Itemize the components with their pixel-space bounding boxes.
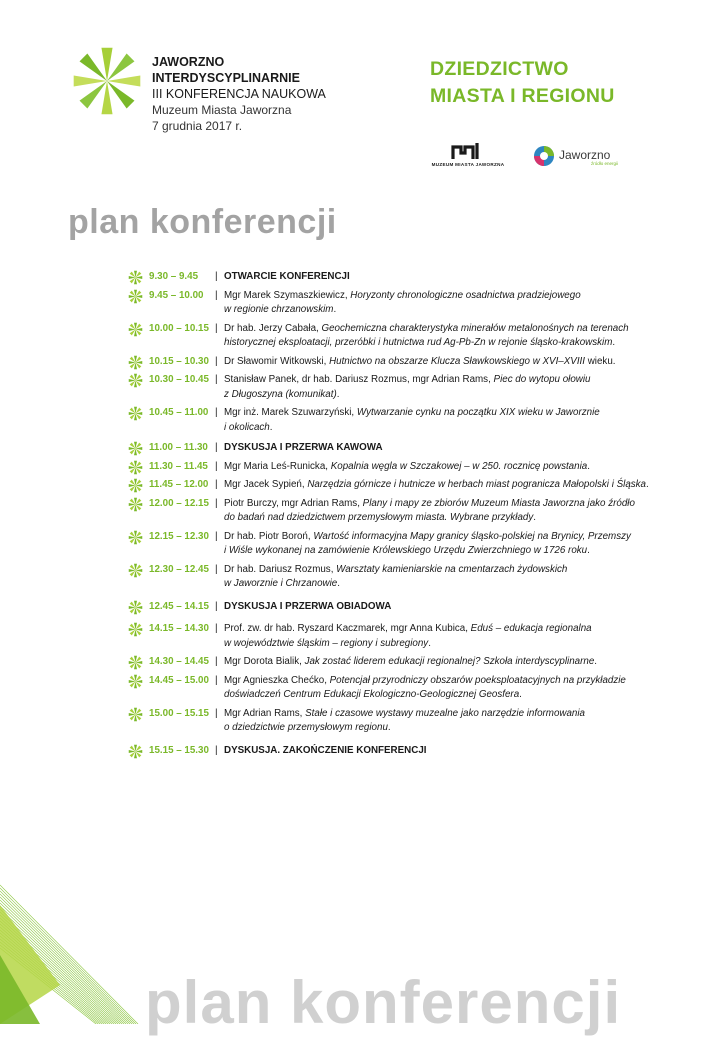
schedule-description	[224, 460, 688, 475]
schedule-description-continued	[224, 336, 688, 351]
bullet-flower-icon	[128, 460, 143, 475]
schedule-row	[149, 600, 688, 615]
session-heading: DYSKUSJA. ZAKOŃCZENIE KONFERENCJI	[224, 744, 427, 756]
schedule-row-continued	[149, 336, 688, 351]
schedule-separator-spacer	[215, 388, 224, 403]
schedule-row	[149, 355, 688, 370]
schedule-description	[224, 655, 688, 670]
city-logo-word: Jaworzno	[559, 148, 611, 162]
schedule-description-continued	[224, 388, 688, 403]
talk-title: Eduś – edukacja regionalna	[470, 623, 592, 634]
talk-title-continued: w regionie chrzanowskim	[224, 304, 334, 315]
schedule-description-continued	[224, 577, 688, 592]
schedule-separator-spacer	[215, 511, 224, 526]
schedule-row	[149, 406, 688, 421]
talk-title-continued: do badań nad dziedzictwem przemysłowym miasta. Wybrane przykłady	[224, 512, 534, 523]
bullet-flower-icon	[128, 478, 143, 493]
schedule-row	[149, 322, 688, 337]
schedule-separator: |	[215, 289, 218, 301]
talk-tail: .	[594, 656, 598, 667]
talk-title: Geochemiczna charakterystyka minerałów metalonośnych na terenach	[321, 322, 629, 334]
schedule-item	[128, 478, 688, 493]
schedule-item	[128, 744, 688, 759]
schedule-item	[128, 674, 688, 703]
conference-logo-icon	[70, 44, 144, 118]
schedule-time-spacer	[149, 577, 215, 592]
speaker-text: Prof. zw. dr hab. Ryszard Kaczmarek, mgr Anna Kubica,	[224, 623, 471, 634]
talk-tail: .	[337, 578, 340, 589]
schedule-time-spacer	[149, 637, 215, 652]
talk-title: Plany i mapy ze zbiorów Muzeum Miasta Jaworzna jako źródło	[362, 497, 635, 509]
schedule-row	[149, 655, 688, 670]
schedule-description	[224, 674, 688, 689]
bullet-flower-icon	[128, 406, 143, 421]
schedule-time: 9.30 – 9.45	[149, 271, 199, 282]
schedule-item	[128, 322, 688, 351]
schedule-description	[224, 600, 688, 615]
schedule-time: 12.00 – 12.15	[149, 497, 209, 509]
bullet-flower-icon	[128, 563, 143, 578]
museum-logo	[428, 141, 508, 167]
speaker-text: Mgr inż. Marek Szuwarzyński,	[224, 407, 357, 418]
bullet-flower-icon	[128, 355, 143, 370]
schedule-description-continued	[224, 544, 688, 559]
schedule-description	[224, 270, 688, 285]
schedule-row-continued	[149, 688, 688, 703]
schedule-item	[128, 622, 688, 651]
schedule-description	[224, 707, 688, 722]
talk-tail: .	[533, 512, 537, 523]
schedule-row-continued	[149, 637, 688, 652]
talk-title: Warsztaty kamieniarskie na cmentarzach żydowskich	[336, 563, 568, 575]
schedule-item	[128, 655, 688, 670]
bullet-flower-icon	[128, 744, 143, 759]
schedule-row	[149, 530, 688, 545]
schedule-row	[149, 460, 688, 475]
schedule-time-spacer	[149, 303, 215, 318]
header-venue: Muzeum Miasta Jaworzna	[152, 103, 292, 117]
schedule-row	[149, 478, 688, 493]
speaker-text: Mgr Jacek Sypień,	[224, 479, 308, 490]
talk-title: Piec do wytopu ołowiu	[493, 374, 591, 385]
schedule-separator: |	[215, 271, 218, 282]
speaker-text: Mgr Adrian Rams,	[224, 707, 306, 719]
schedule-description	[224, 289, 688, 304]
schedule-row	[149, 441, 688, 456]
schedule-description	[224, 406, 688, 421]
schedule-time: 14.15 – 14.30	[149, 623, 209, 634]
schedule-separator-spacer	[215, 544, 224, 559]
schedule-item	[128, 355, 688, 370]
bullet-flower-icon	[128, 707, 143, 722]
bullet-flower-icon	[128, 270, 143, 285]
bullet-flower-icon	[128, 373, 143, 388]
schedule-description	[224, 622, 688, 637]
schedule-item	[128, 530, 688, 559]
schedule-separator: |	[215, 355, 218, 367]
session-heading: DYSKUSJA I PRZERWA KAWOWA	[224, 442, 383, 453]
schedule-row	[149, 622, 688, 637]
schedule-separator: |	[215, 479, 218, 490]
schedule-separator: |	[215, 497, 218, 509]
talk-tail: .	[587, 460, 590, 472]
schedule-separator-spacer	[215, 336, 224, 351]
schedule-row	[149, 270, 688, 285]
schedule-description	[224, 441, 688, 456]
header-interdisciplinary: INTERDYSCYPLINARNIE	[152, 71, 300, 85]
bullet-flower-icon	[128, 441, 143, 456]
talk-title-continued: w województwie śląskim – regiony i subregiony	[224, 637, 429, 649]
talk-title-continued: w Jaworznie i Chrzanowie	[224, 578, 338, 589]
talk-title: Horyzonty chronologiczne osadnictwa pradziejowego	[350, 289, 581, 301]
schedule-time: 10.15 – 10.30	[149, 355, 209, 367]
bullet-flower-icon	[128, 497, 143, 512]
talk-title: Hutnictwo na obszarze Klucza Sławkowskiego w XVI–XVIII	[329, 355, 585, 367]
schedule-description	[224, 744, 688, 759]
speaker-text: Mgr Dorota Bialik,	[224, 656, 305, 667]
schedule-time: 15.00 – 15.15	[149, 707, 209, 719]
talk-title: Stałe i czasowe wystawy muzealne jako narzędzie informowania	[305, 707, 586, 719]
header-date: 7 grudnia 2017 r.	[152, 119, 243, 133]
schedule-separator-spacer	[215, 421, 224, 436]
talk-tail: .	[519, 689, 522, 700]
theme-line-2: MIASTA I REGIONU	[430, 85, 615, 107]
decorative-lines-icon	[0, 865, 140, 1024]
schedule-time: 11.45 – 12.00	[149, 479, 209, 490]
speaker-text: Mgr Maria Leś-Runicka,	[224, 460, 331, 472]
talk-title: Kopalnia węgla w Szczakowej – w 250. rocznicę powstania	[330, 460, 588, 472]
speaker-text: Mgr Marek Szymaszkiewicz,	[224, 289, 351, 301]
talk-tail: .	[269, 421, 273, 433]
schedule-item	[128, 563, 688, 592]
conference-theme	[430, 56, 615, 110]
talk-tail: wieku.	[585, 355, 616, 367]
schedule-separator: |	[215, 744, 218, 756]
schedule-description-continued	[224, 637, 688, 652]
schedule-separator: |	[215, 563, 218, 575]
bullet-flower-icon	[128, 530, 143, 545]
schedule-separator: |	[215, 656, 218, 667]
schedule-separator: |	[215, 442, 218, 453]
schedule-item	[128, 441, 688, 456]
schedule-item	[128, 460, 688, 475]
talk-tail: .	[612, 337, 616, 348]
speaker-text: Dr hab. Dariusz Rozmus,	[224, 563, 337, 575]
talk-title: Potencjał przyrodniczy obszarów poeksploatacyjnych na przykładzie	[329, 674, 626, 686]
talk-tail: .	[428, 637, 431, 649]
bullet-flower-icon	[128, 655, 143, 670]
schedule-time: 12.30 – 12.45	[149, 563, 209, 575]
schedule-time: 10.45 – 11.00	[149, 407, 209, 418]
schedule-time-spacer	[149, 388, 215, 403]
schedule-time: 10.30 – 10.45	[149, 374, 209, 385]
speaker-text: Mgr Agnieszka Chećko,	[224, 674, 330, 686]
schedule-item	[128, 600, 688, 615]
schedule-row-continued	[149, 303, 688, 318]
speaker-text: Dr Sławomir Witkowski,	[224, 355, 330, 367]
speaker-text: Stanisław Panek, dr hab. Dariusz Rozmus, mgr Adrian Rams,	[224, 374, 494, 385]
talk-tail: .	[387, 722, 391, 733]
schedule-description	[224, 355, 688, 370]
schedule-row	[149, 373, 688, 388]
schedule-row	[149, 744, 688, 759]
talk-title: Narzędzia górnicze i hutnicze w herbach miast pogranicza Małopolski i Śląska	[307, 479, 647, 490]
schedule-separator: |	[215, 530, 218, 542]
talk-title-continued: i okolicach	[224, 421, 270, 433]
schedule-row-continued	[149, 421, 688, 436]
schedule-item	[128, 497, 688, 526]
header-conference: III KONFERENCJA NAUKOWA	[152, 87, 326, 101]
schedule-description-continued	[224, 421, 688, 436]
schedule-row-continued	[149, 577, 688, 592]
museum-mark-icon	[451, 141, 485, 161]
schedule-separator-spacer	[215, 577, 224, 592]
schedule-description	[224, 322, 688, 337]
schedule-time: 12.45 – 14.15	[149, 600, 209, 612]
bullet-flower-icon	[128, 322, 143, 337]
schedule-time-spacer	[149, 336, 215, 351]
speaker-text: Dr hab. Jerzy Cabała,	[224, 322, 322, 334]
talk-tail: .	[587, 545, 590, 556]
schedule-row	[149, 497, 688, 512]
schedule-separator: |	[215, 674, 218, 686]
schedule-time: 15.15 – 15.30	[149, 744, 209, 756]
schedule-time-spacer	[149, 421, 215, 436]
schedule-time: 12.15 – 12.30	[149, 530, 209, 542]
schedule-time: 11.00 – 11.30	[149, 442, 208, 453]
schedule-row-continued	[149, 544, 688, 559]
schedule-time: 9.45 – 10.00	[149, 289, 204, 301]
schedule-item	[128, 373, 688, 402]
bullet-flower-icon	[128, 600, 143, 615]
schedule-description-continued	[224, 511, 688, 526]
talk-title-continued: doświadczeń Centrum Edukacji Ekologiczno-Geologicznej Geosfera	[224, 689, 520, 700]
schedule-description	[224, 530, 688, 545]
schedule-separator: |	[215, 407, 218, 418]
talk-title: Wartość informacyjna Mapy granicy śląsko-polskiej na Brynicy, Przemszy	[313, 530, 631, 542]
schedule-description-continued	[224, 688, 688, 703]
conference-header	[152, 54, 326, 134]
schedule-separator: |	[215, 707, 218, 719]
schedule-separator-spacer	[215, 721, 224, 736]
city-logo-icon	[533, 145, 555, 167]
schedule-description	[224, 563, 688, 578]
talk-tail: .	[646, 479, 649, 490]
schedule-time: 14.45 – 15.00	[149, 674, 209, 686]
session-heading: DYSKUSJA I PRZERWA OBIADOWA	[224, 600, 392, 612]
talk-title: Wytwarzanie cynku na początku XIX wieku w Jaworznie	[356, 407, 600, 418]
schedule-separator: |	[215, 460, 218, 472]
talk-tail: .	[333, 304, 337, 315]
schedule-separator: |	[215, 374, 218, 385]
talk-title-continued: o dziedzictwie przemysłowym regionu	[224, 722, 388, 733]
schedule-time: 11.30 – 11.45	[149, 460, 208, 472]
schedule-row	[149, 674, 688, 689]
talk-title-continued: historycznej eksploatacji, przeróbki i hutnictwa rud Ag-Pb-Zn w rejonie śląsko-krakowskim	[224, 337, 613, 348]
speaker-text: Piotr Burczy, mgr Adrian Rams,	[224, 497, 363, 509]
schedule-separator: |	[215, 322, 218, 334]
schedule-description	[224, 373, 688, 388]
schedule-row	[149, 563, 688, 578]
schedule-description-continued	[224, 721, 688, 736]
theme-line-1: DZIEDZICTWO	[430, 58, 569, 80]
schedule-description	[224, 478, 688, 493]
schedule-separator-spacer	[215, 688, 224, 703]
speaker-text: Dr hab. Piotr Boroń,	[224, 530, 314, 542]
schedule-time-spacer	[149, 511, 215, 526]
talk-title-continued: i Wiśle wykonanej na zamówienie Królewskiego Urzędu Zwierzchniego w 1726 roku	[224, 545, 588, 556]
bottom-title: plan konferencji	[145, 969, 622, 1036]
schedule-time-spacer	[149, 544, 215, 559]
schedule-time-spacer	[149, 688, 215, 703]
museum-logo-text: MUZEUM MIASTA JAWORZNA	[431, 162, 505, 167]
schedule-separator-spacer	[215, 637, 224, 652]
session-heading: OTWARCIE KONFERENCJI	[224, 271, 350, 282]
bullet-flower-icon	[128, 289, 143, 304]
talk-title: Jak zostać liderem edukacji regionalnej? Szkoła interdyscyplinarne	[304, 656, 595, 667]
talk-tail: .	[336, 388, 340, 400]
schedule-description-continued	[224, 303, 688, 318]
schedule-row-continued	[149, 388, 688, 403]
talk-title-continued: z Długoszyna (komunikat)	[224, 388, 337, 400]
schedule-list	[128, 270, 688, 758]
schedule-time: 10.00 – 10.15	[149, 322, 209, 334]
schedule-description	[224, 497, 688, 512]
schedule-separator-spacer	[215, 303, 224, 318]
schedule-item	[128, 406, 688, 435]
schedule-row-continued	[149, 511, 688, 526]
schedule-row	[149, 289, 688, 304]
schedule-time: 14.30 – 14.45	[149, 656, 209, 667]
schedule-time-spacer	[149, 721, 215, 736]
schedule-separator: |	[215, 600, 218, 612]
bullet-flower-icon	[128, 674, 143, 689]
city-logo-tagline: źródło energii	[591, 161, 619, 166]
schedule-item	[128, 289, 688, 318]
schedule-separator: |	[215, 623, 218, 634]
schedule-row	[149, 707, 688, 722]
header-city: JAWORZNO	[152, 55, 225, 69]
schedule-item	[128, 707, 688, 736]
bullet-flower-icon	[128, 622, 143, 637]
page-title: plan konferencji	[68, 203, 337, 241]
schedule-row-continued	[149, 721, 688, 736]
schedule-item	[128, 270, 688, 285]
